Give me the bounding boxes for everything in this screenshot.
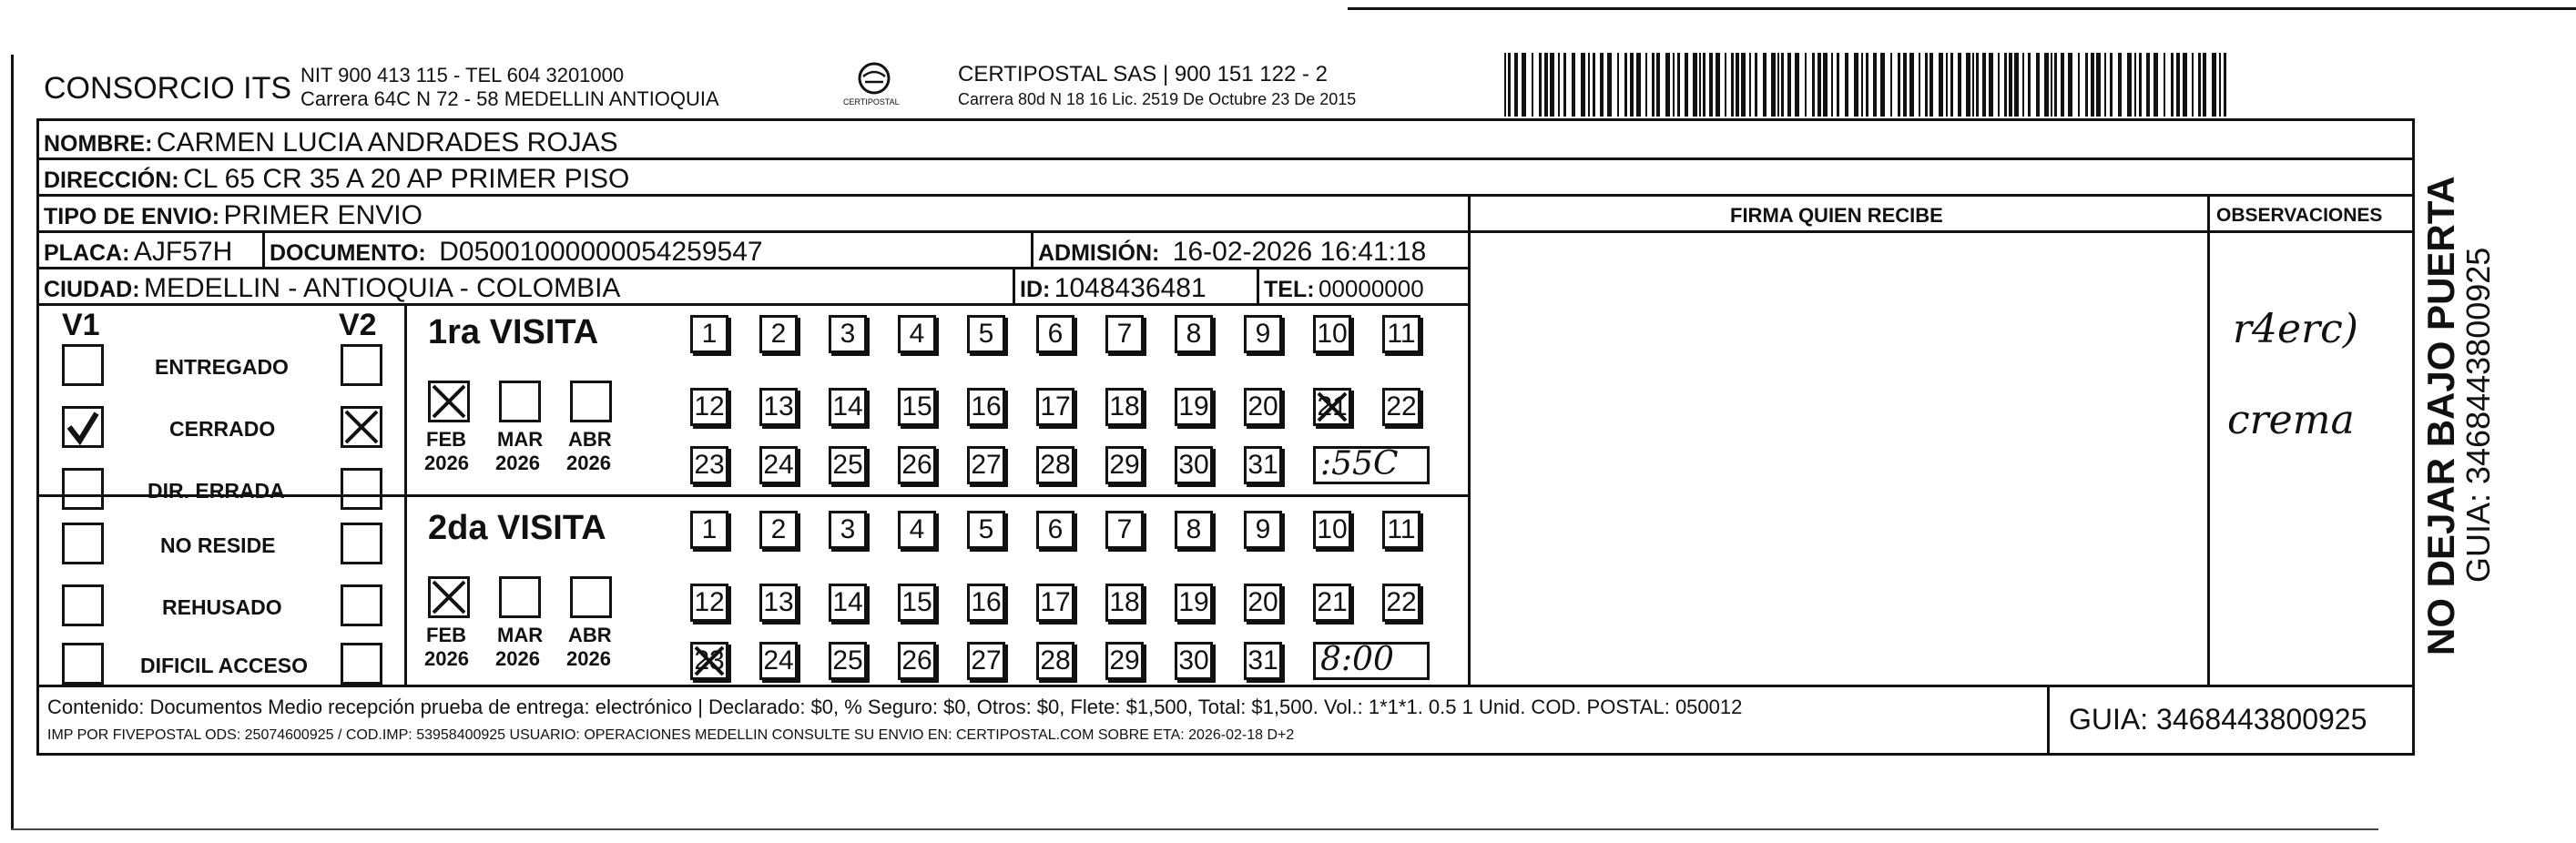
barcode-bar <box>1861 53 1863 117</box>
barcode-bar <box>1805 53 1807 117</box>
day-box: 30 <box>1175 642 1213 680</box>
month-year: 2026 <box>566 647 611 670</box>
day-box: 19 <box>1175 388 1213 426</box>
barcode-bar <box>1539 53 1542 117</box>
barcode-bar <box>1890 53 1892 117</box>
day-box: 23 <box>690 446 728 484</box>
month-label: ABR <box>568 428 612 451</box>
certipostal-line-1: CERTIPOSTAL SAS | 900 151 122 - 2 <box>958 62 1328 86</box>
status-label: DIR. ERRADA <box>148 479 285 503</box>
day-box: 7 <box>1105 511 1144 549</box>
tipo-row <box>44 202 423 229</box>
v1-checkbox <box>62 584 104 626</box>
barcode-bar <box>1508 53 1511 117</box>
day-box: 28 <box>1036 446 1074 484</box>
day-box: 22 <box>1382 584 1420 622</box>
barcode-bar <box>2085 53 2088 117</box>
v2-checkbox <box>341 344 382 386</box>
day-box: 15 <box>898 388 936 426</box>
col-line <box>1257 267 1259 303</box>
v1-checkbox <box>62 643 104 685</box>
barcode-bar <box>2171 53 2174 117</box>
barcode-bar <box>2164 53 2165 117</box>
ciudad-label: CIUDAD: <box>44 277 140 302</box>
barcode-bar <box>2203 53 2206 117</box>
day-box: 23 <box>690 642 728 680</box>
day-box: 2 <box>759 315 798 353</box>
barcode-bar <box>1866 53 1868 117</box>
barcode-bar <box>1581 53 1585 117</box>
day-box: 19 <box>1175 584 1213 622</box>
barcode-bar <box>1925 53 1928 117</box>
day-box: 25 <box>829 446 867 484</box>
v2-checkbox <box>341 584 382 626</box>
day-box: 3 <box>829 511 867 549</box>
barcode-bar <box>1532 53 1533 117</box>
row-line <box>36 230 2415 233</box>
month-year: 2026 <box>495 647 540 670</box>
barcode-bar <box>1624 53 1627 117</box>
month-checkbox <box>499 381 541 422</box>
day-box: 5 <box>967 511 1005 549</box>
v2-checkbox <box>341 643 382 685</box>
barcode-bar <box>1777 53 1779 117</box>
admision-row <box>1038 239 1426 266</box>
month-label: ABR <box>568 624 612 646</box>
barcode-bar <box>2044 53 2049 117</box>
barcode-bar <box>1588 53 1590 117</box>
day-mark <box>692 644 727 678</box>
direccion-row <box>44 166 629 193</box>
documento-row <box>270 239 763 266</box>
tel-label: TEL: <box>1264 277 1315 302</box>
id-row <box>1020 275 1207 302</box>
day-box: 1 <box>690 511 728 549</box>
day-box: 11 <box>1382 511 1420 549</box>
barcode <box>1504 53 2233 117</box>
observation-note-2: crema <box>2227 397 2355 443</box>
barcode-bar <box>2146 53 2150 117</box>
day-box: 18 <box>1105 584 1144 622</box>
month-year: 2026 <box>424 647 469 670</box>
v2-checkbox <box>341 468 382 510</box>
tipo-value: PRIMER ENVIO <box>223 200 423 230</box>
month-label: MAR <box>497 624 544 646</box>
barcode-bar <box>2118 53 2122 117</box>
barcode-bar <box>2176 53 2180 117</box>
direccion-label: DIRECCIÓN: <box>44 168 179 193</box>
observaciones-header: OBSERVACIONES <box>2216 205 2383 226</box>
barcode-bar <box>1929 53 1933 117</box>
barcode-bar <box>1731 53 1734 117</box>
tel-value: 00000000 <box>1319 275 1424 302</box>
barcode-bar <box>2054 53 2057 117</box>
v2-check-mark <box>342 408 381 446</box>
barcode-bar <box>1812 53 1815 117</box>
day-box: 21 <box>1313 388 1351 426</box>
barcode-bar <box>2078 53 2080 117</box>
v1-checkbox <box>62 523 104 564</box>
tipo-label: TIPO DE ENVIO: <box>44 204 220 229</box>
barcode-bar <box>1716 53 1720 117</box>
v1-label: V1 <box>62 308 100 342</box>
v2-checkbox <box>341 523 382 564</box>
company-line-1: NIT 900 413 115 - TEL 604 3201000 <box>300 64 625 86</box>
row-line <box>36 267 1471 269</box>
day-box: 5 <box>967 315 1005 353</box>
barcode-bar <box>1617 53 1619 117</box>
barcode-bar <box>1544 53 1548 117</box>
barcode-bar <box>1966 53 1970 117</box>
col-line <box>262 230 265 267</box>
barcode-bar <box>1755 53 1757 117</box>
day-box: 30 <box>1175 446 1213 484</box>
barcode-bar <box>2110 53 2113 117</box>
time-value: 8:00 <box>1320 641 1394 678</box>
day-box: 14 <box>829 388 867 426</box>
barcode-bar <box>2096 53 2101 117</box>
barcode-bar <box>1939 53 1943 117</box>
barcode-bar <box>2198 53 2201 117</box>
day-box: 20 <box>1244 388 1282 426</box>
tel-row <box>1264 277 1424 301</box>
barcode-bar <box>2139 53 2142 117</box>
barcode-bar <box>1823 53 1828 117</box>
barcode-bar <box>1636 53 1641 117</box>
barcode-bar <box>2127 53 2132 117</box>
visit-title: 1ra VISITA <box>428 313 599 351</box>
barcode-bar <box>1665 53 1670 117</box>
nombre-value: CARMEN LUCIA ANDRADES ROJAS <box>156 127 618 157</box>
row-line <box>36 157 2415 160</box>
day-box: 26 <box>898 642 936 680</box>
month-year: 2026 <box>424 452 469 474</box>
barcode-bar <box>2051 53 2052 117</box>
month-year: 2026 <box>495 452 540 474</box>
visit-title: 2da VISITA <box>428 509 606 547</box>
barcode-bar <box>1645 53 1647 117</box>
barcode-bar <box>1703 53 1705 117</box>
barcode-bar <box>2134 53 2136 117</box>
company-name: CONSORCIO ITS <box>44 71 292 106</box>
barcode-bar <box>1550 53 1554 117</box>
day-mark <box>1315 390 1349 424</box>
day-box: 8 <box>1175 315 1213 353</box>
barcode-bar <box>1600 53 1604 117</box>
day-box: 31 <box>1244 642 1282 680</box>
barcode-bar <box>1898 53 1900 117</box>
barcode-bar <box>1817 53 1821 117</box>
barcode-bar <box>1673 53 1675 117</box>
day-box: 6 <box>1036 315 1074 353</box>
barcode-bar <box>1522 53 1526 117</box>
time-value: :55C <box>1320 445 1399 482</box>
day-box: 11 <box>1382 315 1420 353</box>
admision-label: ADMISIÓN: <box>1038 240 1160 266</box>
firma-header: FIRMA QUIEN RECIBE <box>1730 204 1943 227</box>
col-line <box>404 303 407 686</box>
barcode-bar <box>1693 53 1697 117</box>
day-box: 16 <box>967 388 1005 426</box>
barcode-bar <box>1652 53 1655 117</box>
barcode-bar <box>2061 53 2064 117</box>
id-value: 1048436481 <box>1054 273 1207 303</box>
day-box: 28 <box>1036 642 1074 680</box>
barcode-bar <box>1982 53 1986 117</box>
status-label: CERRADO <box>169 417 276 441</box>
documento-label: DOCUMENTO: <box>270 240 426 266</box>
month-checkbox <box>499 576 541 618</box>
barcode-bar <box>1976 53 1979 117</box>
barcode-bar <box>1736 53 1739 117</box>
barcode-bar <box>1873 53 1877 117</box>
col-line <box>1013 267 1015 303</box>
day-box: 27 <box>967 446 1005 484</box>
barcode-bar <box>1741 53 1746 117</box>
ciudad-value: MEDELLIN - ANTIOQUIA - COLOMBIA <box>144 273 621 303</box>
barcode-bar <box>2022 53 2024 117</box>
month-label: MAR <box>497 428 544 451</box>
day-box: 20 <box>1244 584 1282 622</box>
id-label: ID: <box>1020 277 1051 302</box>
month-label: FEB <box>426 624 466 646</box>
day-box: 17 <box>1036 584 1074 622</box>
day-box: 25 <box>829 642 867 680</box>
day-box: 16 <box>967 584 1005 622</box>
day-box: 29 <box>1105 446 1144 484</box>
status-label: DIFICIL ACCESO <box>140 654 309 677</box>
barcode-svg <box>1504 53 2233 117</box>
documento-value: D05001000000054259547 <box>439 237 763 267</box>
barcode-bar <box>1919 53 1920 117</box>
day-box: 27 <box>967 642 1005 680</box>
ciudad-row <box>44 275 620 302</box>
barcode-bar <box>1763 53 1767 117</box>
barcode-bar <box>1909 53 1914 117</box>
barcode-bar <box>1656 53 1660 117</box>
barcode-bar <box>1946 53 1948 117</box>
barcode-bar <box>2153 53 2158 117</box>
barcode-bar <box>2036 53 2040 117</box>
barcode-bar <box>1972 53 1974 117</box>
day-box: 10 <box>1313 315 1351 353</box>
barcode-bar <box>1837 53 1839 117</box>
barcode-bar <box>2212 53 2216 117</box>
row-line <box>36 303 1471 306</box>
certipostal-line-2: Carrera 80d N 18 16 Lic. 2519 De Octubre 23 De 2015 <box>958 90 1357 108</box>
barcode-bar <box>1563 53 1566 117</box>
barcode-bar <box>1787 53 1791 117</box>
v1-checkbox <box>62 468 104 510</box>
nombre-row <box>44 129 618 157</box>
v2-label: V2 <box>339 308 377 342</box>
barcode-bar <box>2091 53 2094 117</box>
col-line <box>2207 194 2210 687</box>
scan-edge-top <box>1348 7 2576 10</box>
footer-contenido: Contenido: Documentos Medio recepción prueba de entrega: electrónico | Declarado: $0, % Seguro: $0, Otros: $0, Flete: $1,500, Total: $1,500. Vol.: 1*1*1. 0.5 1 Unid. COD. POSTAL: 050012 <box>47 696 1743 718</box>
day-box: 24 <box>759 446 798 484</box>
col-line <box>1031 230 1033 267</box>
month-checkbox <box>570 381 612 422</box>
barcode-bar <box>1771 53 1776 117</box>
barcode-bar <box>1572 53 1575 117</box>
company-line-2: Carrera 64C N 72 - 58 MEDELLIN ANTIOQUIA <box>300 87 719 110</box>
status-label: NO RESIDE <box>160 533 276 557</box>
barcode-bar <box>1685 53 1688 117</box>
month-checkbox <box>570 576 612 618</box>
day-box: 24 <box>759 642 798 680</box>
direccion-value: CL 65 CR 35 A 20 AP PRIMER PISO <box>183 164 630 194</box>
barcode-bar <box>1831 53 1833 117</box>
day-box: 2 <box>759 511 798 549</box>
barcode-bar <box>2183 53 2187 117</box>
day-box: 22 <box>1382 388 1420 426</box>
barcode-bar <box>2009 53 2012 117</box>
day-box: 4 <box>898 511 936 549</box>
side-guia: GUIA: 3468443800925 <box>2459 247 2497 583</box>
day-box: 18 <box>1105 388 1144 426</box>
day-box: 12 <box>690 584 728 622</box>
barcode-bar <box>2004 53 2007 117</box>
day-box: 26 <box>898 446 936 484</box>
v1-check-mark <box>64 408 102 446</box>
barcode-bar <box>1607 53 1612 117</box>
placa-row <box>44 239 232 266</box>
barcode-bar <box>1950 53 1953 117</box>
barcode-bar <box>1630 53 1634 117</box>
barcode-bar <box>2219 53 2221 117</box>
day-box: 13 <box>759 584 798 622</box>
barcode-bar <box>1989 53 1993 117</box>
barcode-bar <box>2028 53 2031 117</box>
day-box: 14 <box>829 584 867 622</box>
barcode-bar <box>1699 53 1701 117</box>
month-mark <box>430 382 468 421</box>
footer-guia: GUIA: 3468443800925 <box>2069 703 2367 736</box>
col-line <box>1468 194 1471 687</box>
barcode-bar <box>2068 53 2072 117</box>
v1-checkbox <box>62 344 104 386</box>
barcode-bar <box>1593 53 1595 117</box>
placa-value: AJF57H <box>133 237 233 267</box>
barcode-bar <box>1709 53 1713 117</box>
day-box: 1 <box>690 315 728 353</box>
barcode-bar <box>1998 53 2000 117</box>
day-box: 4 <box>898 315 936 353</box>
day-box: 9 <box>1244 511 1282 549</box>
observation-note-1: r4erc) <box>2233 306 2358 352</box>
row-line <box>36 685 2415 687</box>
barcode-bar <box>2014 53 2019 117</box>
certipostal-logo <box>838 60 911 111</box>
status-label: ENTREGADO <box>155 355 289 379</box>
day-box: 8 <box>1175 511 1213 549</box>
barcode-bar <box>1514 53 1518 117</box>
col-line <box>2047 685 2050 756</box>
placa-label: PLACA: <box>44 240 130 266</box>
nombre-label: NOMBRE: <box>44 131 153 157</box>
month-label: FEB <box>426 428 466 451</box>
day-box: 21 <box>1313 584 1351 622</box>
logo-label: CERTIPOSTAL <box>843 97 900 107</box>
barcode-bar <box>1504 53 1506 117</box>
barcode-bar <box>1958 53 1961 117</box>
barcode-bar <box>1677 53 1680 117</box>
day-box: 17 <box>1036 388 1074 426</box>
month-mark <box>430 578 468 616</box>
day-box: 7 <box>1105 315 1144 353</box>
barcode-bar <box>1795 53 1799 117</box>
barcode-bar <box>1880 53 1885 117</box>
footer-imp: IMP POR FIVEPOSTAL ODS: 25074600925 / COD.IMP: 53958400925 USUARIO: OPERACIONES MEDELLIN CONSULTE SU ENVIO EN: CERTIPOSTAL.COM SOBRE ETA: 2026-02-18 D+2 <box>47 727 1295 743</box>
status-label: REHUSADO <box>162 595 282 619</box>
day-box: 13 <box>759 388 798 426</box>
barcode-bar <box>1725 53 1726 117</box>
barcode-bar <box>1903 53 1907 117</box>
barcode-bar <box>1781 53 1784 117</box>
day-box: 6 <box>1036 511 1074 549</box>
day-box: 31 <box>1244 446 1282 484</box>
row-line <box>36 194 2415 197</box>
scan-edge-bottom <box>11 828 2378 830</box>
day-box: 10 <box>1313 511 1351 549</box>
barcode-bar <box>2104 53 2106 117</box>
scan-edge-left <box>11 55 14 828</box>
barcode-bar <box>1558 53 1560 117</box>
barcode-bar <box>2192 53 2194 117</box>
admision-value: 16-02-2026 16:41:18 <box>1172 237 1427 267</box>
day-box: 3 <box>829 315 867 353</box>
barcode-bar <box>2224 53 2226 117</box>
barcode-bar <box>1749 53 1751 117</box>
day-box: 29 <box>1105 642 1144 680</box>
day-box: 15 <box>898 584 936 622</box>
month-year: 2026 <box>566 452 611 474</box>
day-box: 12 <box>690 388 728 426</box>
day-box: 9 <box>1244 315 1282 353</box>
barcode-bar <box>1845 53 1848 117</box>
side-no-dejar: NO DEJAR BAJO PUERTA <box>2419 176 2462 655</box>
barcode-bar <box>1854 53 1858 117</box>
